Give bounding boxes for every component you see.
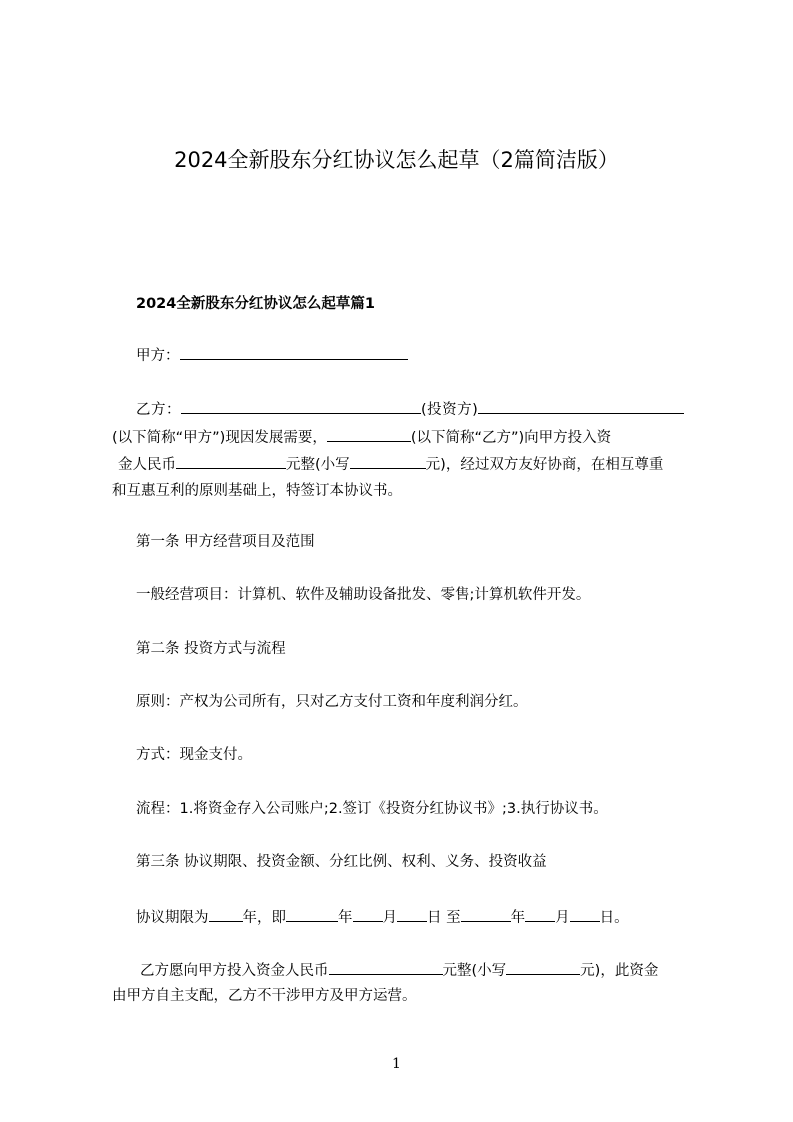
term-text: 月	[555, 910, 570, 926]
article2-principle: 原则：产权为公司所有，只对乙方支付工资和年度利润分红。	[136, 694, 528, 710]
party-b-text: (以下简称“甲方”)现因发展需要，	[112, 430, 327, 446]
party-b-line-1	[136, 398, 684, 420]
party-b-label: 乙方：	[136, 402, 181, 418]
investment-amount-blank	[329, 959, 443, 975]
end-day-blank	[570, 906, 600, 922]
investor-label: (投资方)	[421, 402, 479, 418]
party-b-text: 元)，经过双方友好协商，在相互尊重	[425, 457, 664, 473]
party-a-label: 甲方：	[136, 348, 180, 364]
term-text: 日 至	[427, 910, 461, 926]
start-month-blank	[353, 906, 383, 922]
investment-text: 乙方愿向甲方投入资金人民币	[140, 963, 329, 979]
party-b-text: 元整(小写	[286, 457, 350, 473]
article2-heading: 第二条 投资方式与流程	[136, 641, 286, 657]
party-b-line-4: 和互惠互利的原则基础上，特签订本协议书。	[112, 483, 402, 499]
term-text: 日。	[599, 910, 629, 926]
investment-numeral-blank	[506, 959, 580, 975]
amount-numeral-blank	[350, 453, 426, 469]
end-year-blank	[461, 906, 511, 922]
term-text: 协议期限为	[136, 910, 209, 926]
party-b-text: 金人民币	[118, 457, 176, 473]
party-b-blank	[181, 398, 421, 414]
section-heading: 2024全新股东分红协议怎么起草篇1	[136, 296, 375, 312]
article3-term	[136, 906, 629, 928]
article1-heading: 第一条 甲方经营项目及范围	[136, 534, 315, 550]
article3-investment-line-2: 由甲方自主支配，乙方不干涉甲方及甲方运营。	[112, 988, 417, 1004]
party-a-line	[136, 344, 408, 366]
party-b-name-blank	[327, 426, 411, 442]
term-text: 年，即	[242, 910, 286, 926]
start-year-blank	[286, 906, 338, 922]
party-b-text: (以下简称“乙方”)向甲方投入资	[410, 430, 612, 446]
page-number: 1	[392, 1056, 401, 1072]
amount-blank	[176, 453, 286, 469]
start-day-blank	[397, 906, 427, 922]
party-b-blank-2	[478, 398, 684, 414]
term-text: 月	[382, 910, 397, 926]
term-years-blank	[209, 906, 243, 922]
investment-text: 元整(小写	[442, 963, 507, 979]
document-title: 2024全新股东分红协议怎么起草（2篇简洁版）	[174, 148, 619, 172]
end-month-blank	[525, 906, 555, 922]
term-text: 年	[338, 910, 353, 926]
article3-investment-line-1	[140, 959, 658, 981]
term-text: 年	[510, 910, 526, 926]
article3-heading: 第三条 协议期限、投资金额、分红比例、权利、义务、投资收益	[136, 854, 547, 870]
article1-text: 一般经营项目：计算机、软件及辅助设备批发、零售;计算机软件开发。	[136, 587, 591, 603]
party-b-line-3	[118, 453, 663, 475]
party-b-line-2	[112, 426, 611, 448]
party-a-blank	[180, 344, 408, 360]
investment-text: 元)，此资金	[580, 963, 659, 979]
article2-method: 方式：现金支付。	[136, 747, 252, 763]
article2-process: 流程：1.将资金存入公司账户;2.签订《投资分红协议书》;3.执行协议书。	[136, 801, 608, 817]
